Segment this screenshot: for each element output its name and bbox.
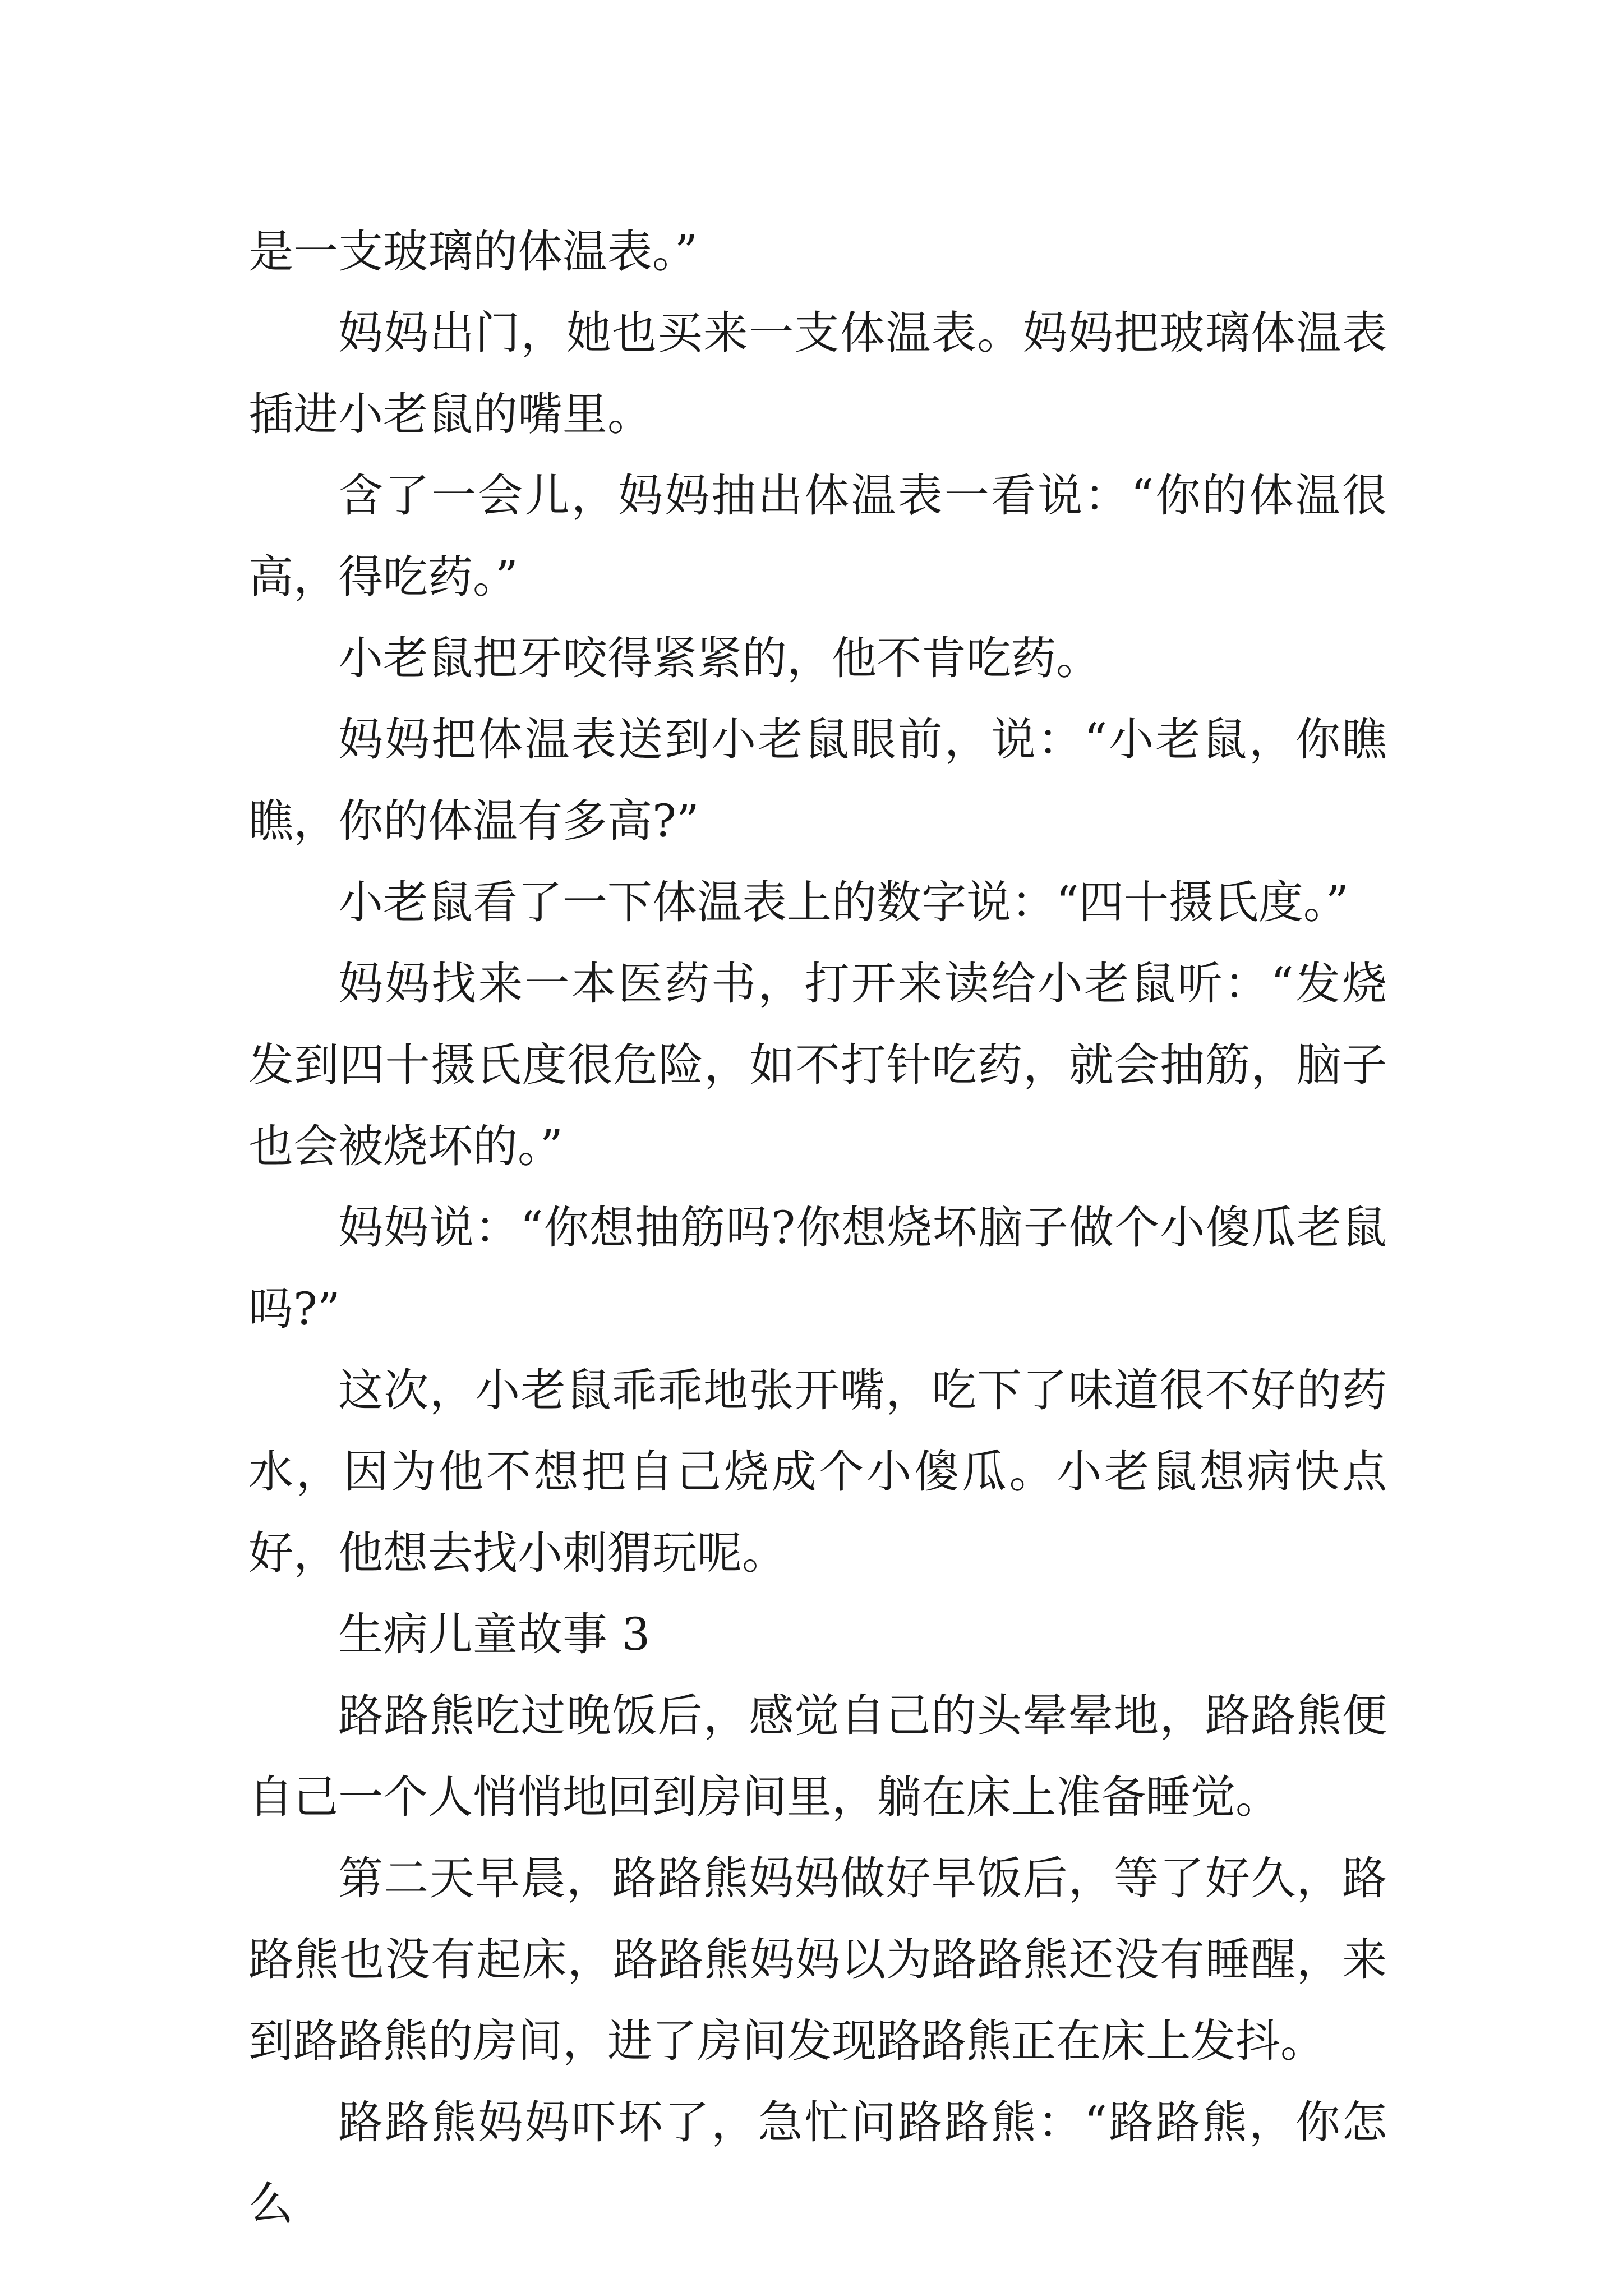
paragraph: 路路熊妈妈吓坏了，急忙问路路熊：“路路熊，你怎么: [248, 2096, 1387, 2230]
section-heading: 生病儿童故事 3: [338, 1608, 651, 1660]
paragraph: 妈妈找来一本医药书，打开来读给小老鼠听：“发烧发到四十摄氏度很危险，如不打针吃药，就会抽筋，脑子也会被烧坏的。”: [248, 958, 1387, 1172]
story-text: [248, 211, 1387, 2244]
paragraph: 妈妈出门，她也买来一支体温表。妈妈把玻璃体温表插进小老鼠的嘴里。: [248, 307, 1387, 440]
paragraph: 含了一会儿，妈妈抽出体温表一看说：“你的体温很高，得吃药。”: [248, 470, 1387, 603]
paragraph: 小老鼠看了一下体温表上的数字说：“四十摄氏度。”: [338, 876, 1349, 928]
paragraph: 第二天早晨，路路熊妈妈做好早饭后，等了好久，路路熊也没有起床，路路熊妈妈以为路路熊还没有睡醒，来到路路熊的房间，进了房间发现路路熊正在床上发抖。: [248, 1852, 1387, 2067]
paragraph: 是一支玻璃的体温表。”: [248, 226, 698, 278]
paragraph: 这次，小老鼠乖乖地张开嘴，吃下了味道很不好的药水，因为他不想把自己烧成个小傻瓜。小老鼠想病快点好，他想去找小刺猬玩呢。: [248, 1364, 1387, 1579]
paragraph: 路路熊吃过晚饭后，感觉自己的头晕晕地，路路熊便自己一个人悄悄地回到房间里，躺在床上准备睡觉。: [248, 1690, 1387, 1823]
paragraph: 小老鼠把牙咬得紧紧的，他不肯吃药。: [338, 632, 1101, 684]
paragraph: 妈妈把体温表送到小老鼠眼前，说：“小老鼠，你瞧瞧，你的体温有多高?”: [248, 714, 1387, 847]
paragraph: 妈妈说：“你想抽筋吗?你想烧坏脑子做个小傻瓜老鼠吗?”: [248, 1202, 1387, 1335]
